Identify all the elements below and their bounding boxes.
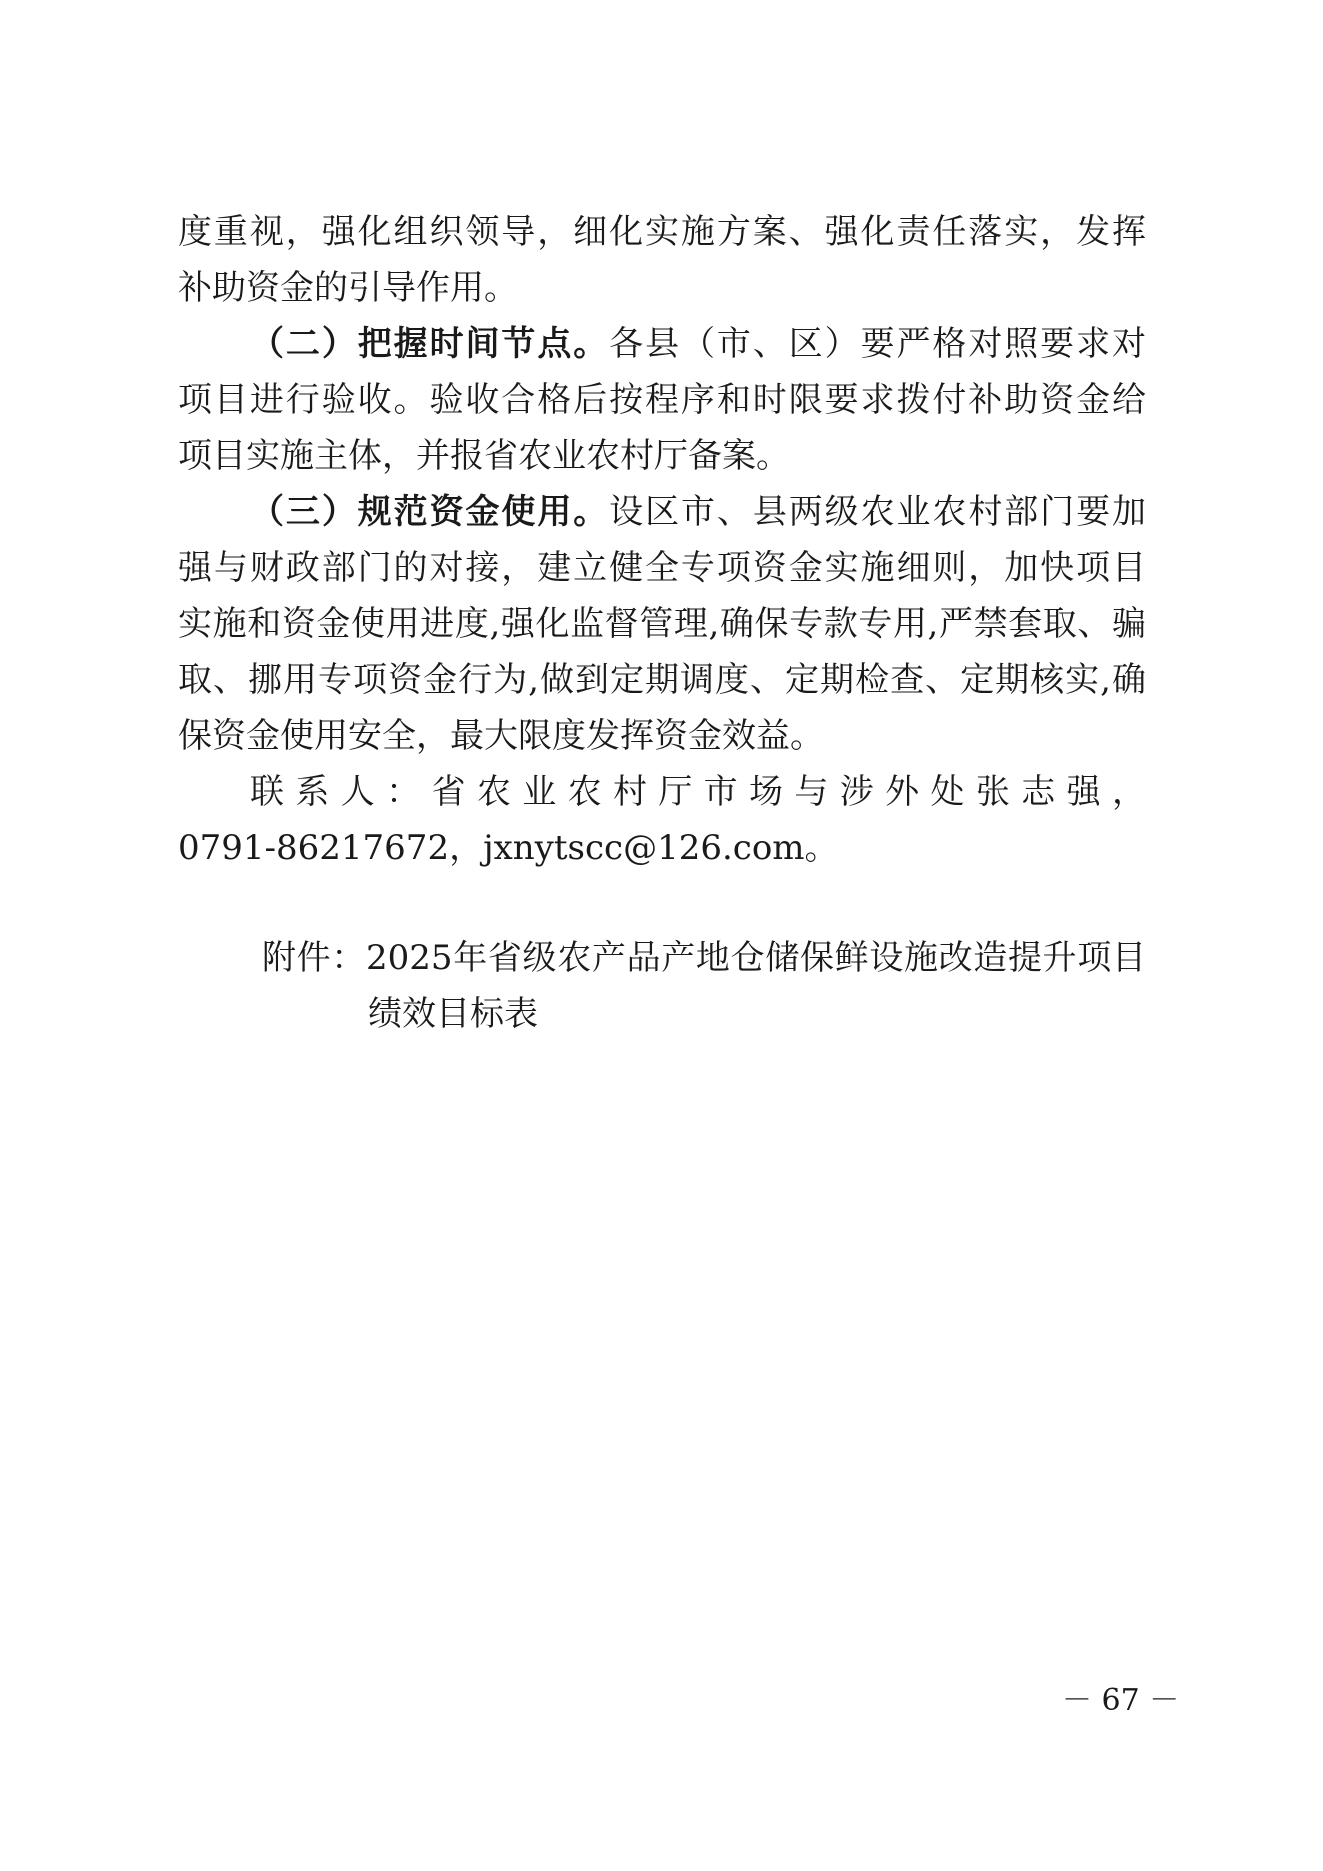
section-2-first-line bbox=[250, 324, 1146, 364]
section-3-text: 设区市、县两级农业农村部门要加 bbox=[609, 492, 1146, 532]
paragraph-line: 项目进行验收。验收合格后按程序和时限要求拨付补助资金给 bbox=[178, 380, 1146, 420]
section-3-first-line bbox=[250, 492, 1146, 532]
contact-details: 0791-86217672，jxnytscc@126.com。 bbox=[178, 828, 839, 868]
section-3-heading: （三）规范资金使用。 bbox=[250, 492, 610, 532]
attachment-line: 附件：2025年省级农产品产地仓储保鲜设施改造提升项目 bbox=[262, 938, 1146, 978]
page-number: － 67 － bbox=[1062, 1683, 1180, 1718]
section-2-heading: （二）把握时间节点。 bbox=[250, 324, 610, 364]
paragraph-line: 补助资金的引导作用。 bbox=[178, 268, 518, 308]
paragraph-line: 度重视，强化组织领导，细化实施方案、强化责任落实，发挥 bbox=[178, 212, 1146, 252]
paragraph-line: 项目实施主体，并报省农业农村厅备案。 bbox=[178, 436, 790, 476]
paragraph-line: 实施和资金使用进度,强化监督管理,确保专款专用,严禁套取、骗 bbox=[178, 604, 1146, 644]
paragraph-line: 取、挪用专项资金行为,做到定期调度、定期检查、定期核实,确 bbox=[178, 660, 1146, 700]
paragraph-line: 保资金使用安全，最大限度发挥资金效益。 bbox=[178, 716, 824, 756]
paragraph-line: 强与财政部门的对接，建立健全专项资金实施细则，加快项目 bbox=[178, 548, 1146, 588]
contact-line: 联系人：省农业农村厅市场与涉外处张志强， bbox=[250, 772, 1146, 812]
section-2-text: 各县（市、区）要严格对照要求对 bbox=[609, 324, 1146, 364]
attachment-title-continued: 绩效目标表 bbox=[368, 994, 538, 1034]
